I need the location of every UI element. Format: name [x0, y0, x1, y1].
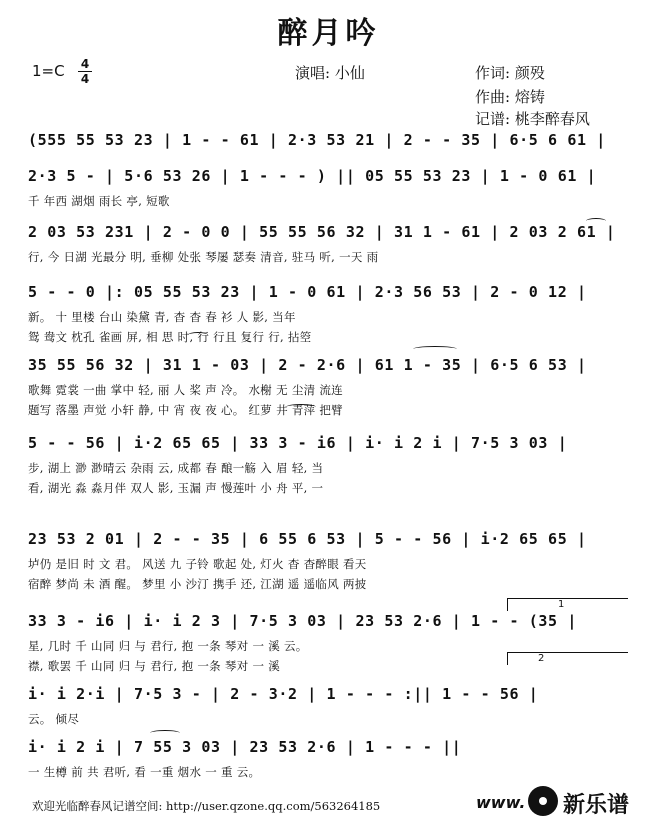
lyric-line: 歌舞 霓裳 一曲 掌中 轻, 丽 人 桨 声 冷。 水榭 无 尘清 流连	[28, 383, 343, 397]
lyric-line: 襟, 歌罢 千 山同 归 与 君行, 抱 一条 琴对 一 溪	[28, 659, 281, 673]
lyric-line: 云。 倾尽	[28, 712, 80, 726]
watermark-url: www.	[476, 793, 526, 812]
key-signature: 1=C	[32, 62, 65, 80]
lyric-line: 鸳 鸯文 枕孔 雀画 屏, 相 思 时, 行 行且 复行 行, 拈箜	[28, 330, 312, 344]
volta-1: 1	[507, 598, 628, 611]
time-signature	[78, 58, 92, 85]
notation-row: (555 55 53 23 | 1 - - 61 | 2·3 53 21 | 2 - - 35 | 6·5 6 61 |	[28, 131, 606, 149]
lyric-line: 一 生樽 前 共 君听, 看 一重 烟水 一 重 云。	[28, 765, 261, 779]
footer-credit: 欢迎光临醉春风记谱空间: http://user.qzone.qq.com/563264185	[32, 799, 381, 813]
lyric-line: 垆仍 是旧 时 文 君。 风送 九 子铃 歌起 处, 灯火 杳 杳醉眼 看天	[28, 557, 367, 571]
lyric-line: 宿醉 梦尚 未 酒 醒。 梦里 小 沙汀 携手 还, 江湖 遥 遥临风 两披	[28, 577, 367, 591]
slur	[413, 346, 457, 352]
slur	[188, 332, 208, 338]
notation-row: 35 55 56 32 | 31 1 - 03 | 2 - 2·6 | 61 1 - 35 | 6·5 6 53 |	[28, 356, 587, 374]
transcriber-credit: 记谱: 桃李醉春风	[475, 110, 590, 128]
logo-text: 新乐谱	[563, 793, 630, 818]
lyricist-credit: 作词: 颜殁	[475, 64, 545, 82]
lyric-line: 千 年西 湖烟 雨长 亭, 短歌	[28, 194, 170, 208]
slur	[286, 404, 316, 410]
notation-row: 5 - - 56 | i·2 65 65 | 33 3 - i6 | i· i 2 i | 7·5 3 03 |	[28, 434, 568, 452]
lyric-line: 新。 十 里楼 台山 染黛 青, 杳 杳 春 衫 人 影, 当年	[28, 310, 296, 324]
time-signature-bottom: 4	[80, 72, 90, 86]
notation-row: 2·3 5 - | 5·6 53 26 | 1 - - - ) || 05 55 53 23 | 1 - 0 61 |	[28, 167, 597, 185]
slur	[150, 730, 180, 736]
lyric-line: 行, 今 日湖 光最分 明, 垂柳 处张 琴屡 瑟奏 清音, 驻马 听, 一天 雨	[28, 250, 379, 264]
volta-2: 2	[507, 652, 628, 665]
notation-row: i· i 2·i | 7·5 3 - | 2 - 3·2 | 1 - - - :|| 1 - - 56 |	[28, 685, 539, 703]
lyric-line: 星, 几时 千 山同 归 与 君行, 抱 一条 琴对 一 溪 云。	[28, 639, 308, 653]
song-title: 醉月吟	[277, 16, 380, 51]
notation-row: i· i 2 i | 7 55 3 03 | 23 53 2·6 | 1 - - - ||	[28, 738, 462, 756]
lyric-line: 看, 湖光 淼 淼月伴 双人 影, 玉漏 声 慢莲叶 小 舟 平, 一	[28, 481, 324, 495]
vinyl-disc-icon	[528, 786, 558, 816]
slur	[586, 218, 606, 224]
notation-row: 33 3 - i6 | i· i 2 3 | 7·5 3 03 | 23 53 2·6 | 1 - - (35 |	[28, 612, 577, 630]
notation-row: 5 - - 0 |: 05 55 53 23 | 1 - 0 61 | 2·3 56 53 | 2 - 0 12 |	[28, 283, 587, 301]
lyric-line: 题写 落墨 声觉 小轩 静, 中 宵 夜 夜 心。 红萝 井 青萍 把臂	[28, 403, 343, 417]
singer-credit: 演唱: 小仙	[295, 64, 365, 82]
notation-row: 2 03 53 231 | 2 - 0 0 | 55 55 56 32 | 31 1 - 61 | 2 03 2 61 |	[28, 223, 616, 241]
notation-row: 23 53 2 01 | 2 - - 35 | 6 55 6 53 | 5 - - 56 | i·2 65 65 |	[28, 530, 587, 548]
composer-credit: 作曲: 熔铸	[475, 88, 545, 106]
lyric-line: 步, 湖上 渺 渺晴云 杂雨 云, 成都 春 酿一觞 入 眉 轻, 当	[28, 461, 324, 475]
time-signature-top: 4	[80, 57, 90, 71]
